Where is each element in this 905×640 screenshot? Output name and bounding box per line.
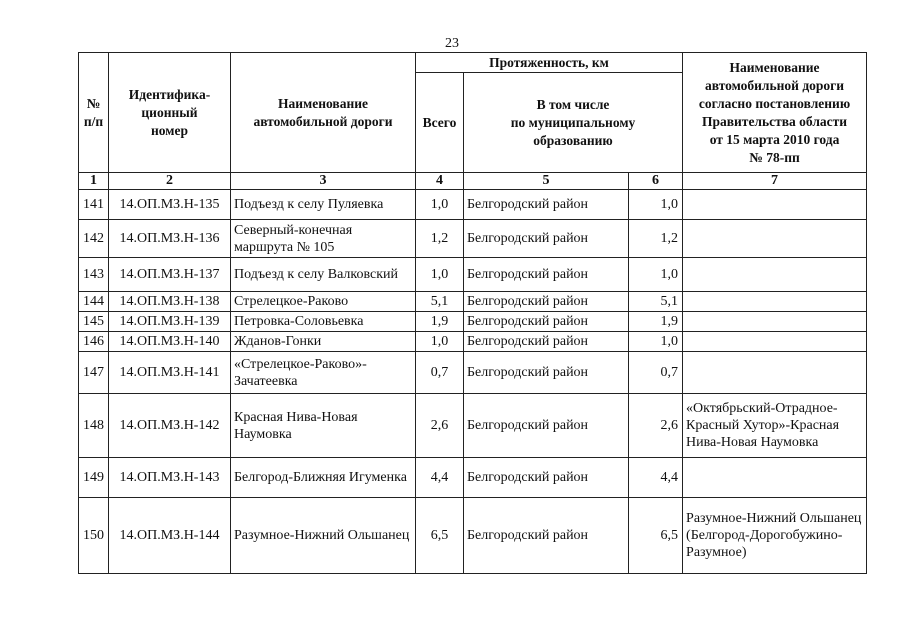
row-district: Белгородский район: [464, 220, 629, 258]
row-total: 6,5: [416, 498, 464, 574]
row-number: 149: [79, 458, 109, 498]
row-identifier: 14.ОП.МЗ.Н-135: [109, 190, 231, 220]
table-row: [79, 190, 867, 220]
row-total: 1,0: [416, 332, 464, 352]
row-identifier: 14.ОП.МЗ.Н-143: [109, 458, 231, 498]
row-district: Белгородский район: [464, 352, 629, 394]
row-part: 1,9: [629, 312, 683, 332]
row-road-name: Подъезд к селу Пуляевка: [231, 190, 416, 220]
table-row: [79, 220, 867, 258]
row-part: 1,0: [629, 258, 683, 292]
column-index-row: [79, 173, 867, 190]
row-identifier: 14.ОП.МЗ.Н-142: [109, 394, 231, 458]
row-number: 144: [79, 292, 109, 312]
row-part: 1,0: [629, 332, 683, 352]
row-number: 143: [79, 258, 109, 292]
row-number: 146: [79, 332, 109, 352]
row-road-name: Стрелецкое-Раково: [231, 292, 416, 312]
column-index: 5: [464, 173, 629, 190]
row-decree: «Октябрьский-Отрадное-Красный Хутор»-Красная Нива-Новая Наумовка: [683, 394, 867, 458]
row-district: Белгородский район: [464, 458, 629, 498]
row-part: 0,7: [629, 352, 683, 394]
row-road-name: Северный-конечная маршрута № 105: [231, 220, 416, 258]
row-number: 141: [79, 190, 109, 220]
row-total: 2,6: [416, 394, 464, 458]
header-number: № п/п: [79, 53, 109, 173]
header-length-group: Протяженность, км: [416, 53, 683, 73]
row-road-name: «Стрелецкое-Раково»-Зачатеевка: [231, 352, 416, 394]
row-decree: [683, 458, 867, 498]
row-road-name: Подъезд к селу Валковский: [231, 258, 416, 292]
row-total: 5,1: [416, 292, 464, 312]
row-district: Белгородский район: [464, 292, 629, 312]
row-identifier: 14.ОП.МЗ.Н-139: [109, 312, 231, 332]
row-identifier: 14.ОП.МЗ.Н-141: [109, 352, 231, 394]
table-row: [79, 332, 867, 352]
column-index: 6: [629, 173, 683, 190]
table-row: [79, 352, 867, 394]
table-row: [79, 312, 867, 332]
row-number: 150: [79, 498, 109, 574]
row-road-name: Разумное-Нижний Ольшанец: [231, 498, 416, 574]
header-row-top: [79, 53, 867, 73]
table-row: [79, 458, 867, 498]
row-district: Белгородский район: [464, 394, 629, 458]
row-part: 4,4: [629, 458, 683, 498]
row-identifier: 14.ОП.МЗ.Н-137: [109, 258, 231, 292]
row-decree: [683, 312, 867, 332]
row-decree: [683, 220, 867, 258]
row-district: Белгородский район: [464, 312, 629, 332]
row-road-name: Жданов-Гонки: [231, 332, 416, 352]
row-decree: [683, 258, 867, 292]
column-index: 1: [79, 173, 109, 190]
row-road-name: Белгород-Ближняя Игуменка: [231, 458, 416, 498]
row-identifier: 14.ОП.МЗ.Н-136: [109, 220, 231, 258]
row-decree: [683, 352, 867, 394]
row-decree: [683, 292, 867, 312]
header-total: Всего: [416, 73, 464, 173]
row-district: Белгородский район: [464, 258, 629, 292]
column-index: 4: [416, 173, 464, 190]
row-identifier: 14.ОП.МЗ.Н-144: [109, 498, 231, 574]
column-index: 3: [231, 173, 416, 190]
column-index: 2: [109, 173, 231, 190]
row-total: 1,2: [416, 220, 464, 258]
header-road-name: Наименование автомобильной дороги: [231, 53, 416, 173]
row-district: Белгородский район: [464, 190, 629, 220]
row-number: 142: [79, 220, 109, 258]
page-number: 23: [445, 36, 459, 51]
row-part: 6,5: [629, 498, 683, 574]
row-identifier: 14.ОП.МЗ.Н-140: [109, 332, 231, 352]
table-row: [79, 394, 867, 458]
row-part: 1,2: [629, 220, 683, 258]
row-part: 5,1: [629, 292, 683, 312]
roads-table: [78, 52, 867, 574]
header-municipal: В том числе по муниципальному образованию: [464, 73, 683, 173]
row-decree: [683, 332, 867, 352]
row-total: 0,7: [416, 352, 464, 394]
table-row: [79, 498, 867, 574]
row-total: 1,0: [416, 190, 464, 220]
row-part: 2,6: [629, 394, 683, 458]
row-number: 148: [79, 394, 109, 458]
row-decree: [683, 190, 867, 220]
row-decree: Разумное-Нижний Ольшанец (Белгород-Дорогобужино-Разумное): [683, 498, 867, 574]
column-index: 7: [683, 173, 867, 190]
table-row: [79, 292, 867, 312]
row-road-name: Красная Нива-Новая Наумовка: [231, 394, 416, 458]
row-district: Белгородский район: [464, 498, 629, 574]
header-decree-name: Наименование автомобильной дороги согласно постановлению Правительства области от 15 марта 2010 года № 78-пп: [683, 53, 867, 173]
table-row: [79, 258, 867, 292]
row-road-name: Петровка-Соловьевка: [231, 312, 416, 332]
row-number: 145: [79, 312, 109, 332]
row-total: 1,0: [416, 258, 464, 292]
row-part: 1,0: [629, 190, 683, 220]
row-district: Белгородский район: [464, 332, 629, 352]
row-number: 147: [79, 352, 109, 394]
header-identifier: Идентифика- ционный номер: [109, 53, 231, 173]
row-total: 4,4: [416, 458, 464, 498]
row-identifier: 14.ОП.МЗ.Н-138: [109, 292, 231, 312]
row-total: 1,9: [416, 312, 464, 332]
